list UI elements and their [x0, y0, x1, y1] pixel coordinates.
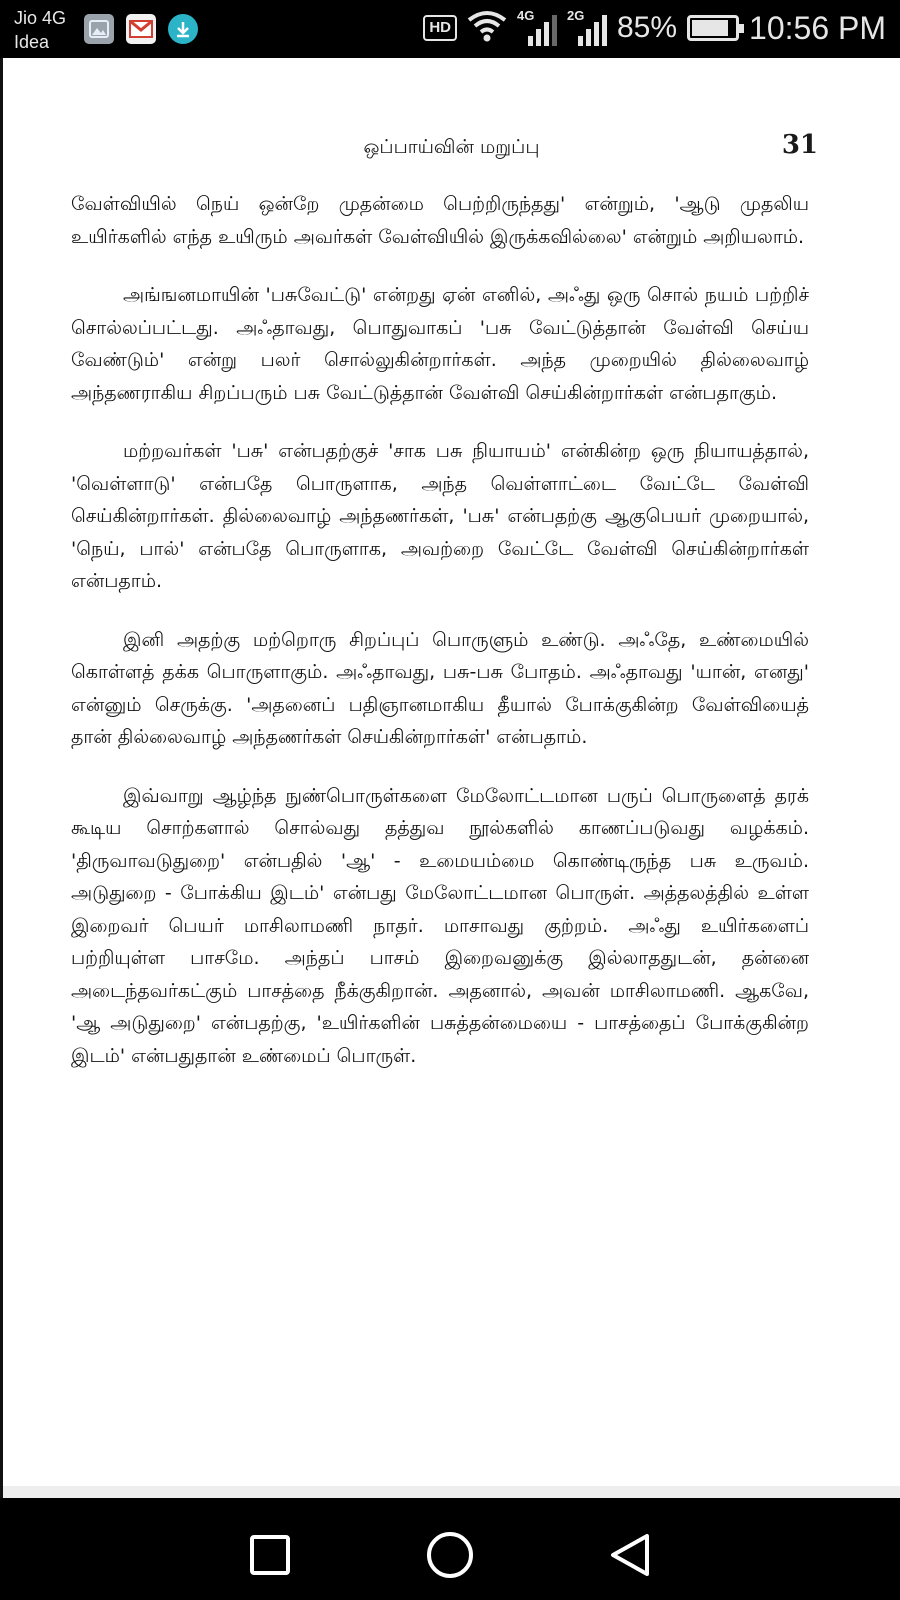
paragraph-1: வேள்வியில் நெய் ஒன்றே முதன்மை பெற்றிருந்தது' என்றும், 'ஆடு முதலிய உயிர்களில் எந்த உயிரும் அவர்கள் வேள்வியில் இருக்கவில்லை' என்றும் அறியலாம்.: [71, 193, 809, 248]
carrier-line-1: Jio 4G: [14, 8, 67, 28]
paragraph-4: இனி அதற்கு மற்றொரு சிறப்புப் பொருளும் உண்டு. அஃதே, உண்மையில் கொள்ளத் தக்க பொருளாகும். அஃதாவது, பசு-பசு போதம். அஃதாவது 'யான், எனது' என்னும் செருக்கு. 'அதனைப் பதிஞானமாகிய தீயால் போக்குகின்ற வேள்வியைத் தான் தில்லைவாழ் அந்தணர்கள் செய்கின்றார்கள்' என்பதாம்.: [71, 628, 809, 748]
battery-fill: [692, 20, 728, 36]
paragraph-3: மற்றவர்கள் 'பசு' என்பதற்குச் 'சாக பசு நியாயம்' என்கின்ற ஒரு நியாயத்தால், 'வெள்ளாடு' என்பதே பொருளாக, அந்த வெள்ளாட்டை வேட்டே வேள்வி செய்கின்றார்கள். தில்லைவாழ் அந்தணர்கள், 'பசு' என்பதற்கு ஆகுபெயர் முறையால், 'நெய், பால்' என்பதே பொருளாக, அவற்றை வேட்டே வேள்வி செய்கின்றார்கள் என்பதாம்.: [71, 440, 809, 592]
home-icon: [425, 1530, 475, 1580]
recent-apps-button[interactable]: [245, 1530, 295, 1580]
hd-voice-badge: HD: [423, 15, 457, 41]
recent-apps-icon: [248, 1533, 292, 1577]
back-icon: [607, 1532, 653, 1578]
status-bar: [0, 0, 900, 58]
navigation-bar: [0, 1510, 900, 1600]
back-button[interactable]: [605, 1530, 655, 1580]
download-icon: [168, 14, 198, 44]
paragraph-2: அங்ஙனமாயின் 'பசுவேட்டு' என்றது ஏன் எனில், அஃது ஒரு சொல் நயம் பற்றிச் சொல்லப்பட்டது. அஃதாவது, பொதுவாகப் 'பசு வேட்டுத்தான் வேள்வி செய்ய வேண்டும்' என்று பலர் சொல்லுகின்றார்கள். அந்த முறையில் தில்லைவாழ் அந்தணராகிய சிறப்பரும் பசு வேட்டுத்தான் வேள்வி செய்கின்றார்கள் என்பதாகும்.: [71, 284, 809, 404]
page-bottom-edge: [3, 1486, 900, 1498]
signal-2-label: 2G: [566, 8, 585, 23]
system-icons: [423, 8, 886, 48]
signal-strength-1: [517, 8, 557, 48]
running-head: ஒப்பாய்வின் மறுப்பு: [363, 136, 540, 158]
signal-1-label: 4G: [516, 8, 535, 23]
carrier-line-2: Idea: [14, 32, 50, 52]
paragraph-5: இவ்வாறு ஆழ்ந்த நுண்பொருள்களை மேலோட்டமான பருப் பொருளைத் தரக் கூடிய சொற்களால் சொல்வது தத்துவ நூல்களில் காணப்படுவது வழக்கம். 'திருவாவடுதுறை' என்பதில் 'ஆ' - உமையம்மை கொண்டிருந்த பசு உருவம். அடுதுறை - போக்கிய இடம்' என்பது மேலோட்டமான பொருள். அத்தலத்தில் உள்ள இறைவர் பெயர் மாசிலாமணி நாதர். மாசாவது குற்றம். அஃது உயிர்களைப் பற்றியுள்ள பாசமே. அந்தப் பாசம் இறைவனுக்கு இல்லாததுடன், தன்னை அடைந்தவர்கட்கும் பாசத்தை நீக்குகிறான். அதனால், அவன் மாசிலாமணி. ஆகவே, 'ஆ அடுதுறை' என்பதற்கு, 'உயிர்களின் பசுத்தன்மையை - பாசத்தைப் போக்குகின்ற இடம்' என்பதுதான் உண்மைப் பொருள்.: [71, 784, 809, 1067]
page-number: 31: [781, 130, 818, 160]
signal-1-bars-icon: [528, 15, 557, 46]
document-page[interactable]: [0, 58, 900, 1498]
home-button[interactable]: [425, 1530, 475, 1580]
carrier-info: [14, 6, 66, 54]
wifi-icon: [467, 10, 507, 47]
notification-icons: [84, 14, 198, 44]
signal-strength-2: [567, 8, 607, 48]
gallery-icon: [84, 14, 114, 44]
battery-icon: [687, 15, 739, 41]
clock: 10:56 PM: [749, 9, 886, 46]
gmail-icon: [126, 14, 156, 44]
body-text: [71, 188, 809, 1072]
signal-2-bars-icon: [578, 15, 607, 46]
battery-percent: 85%: [616, 11, 678, 44]
